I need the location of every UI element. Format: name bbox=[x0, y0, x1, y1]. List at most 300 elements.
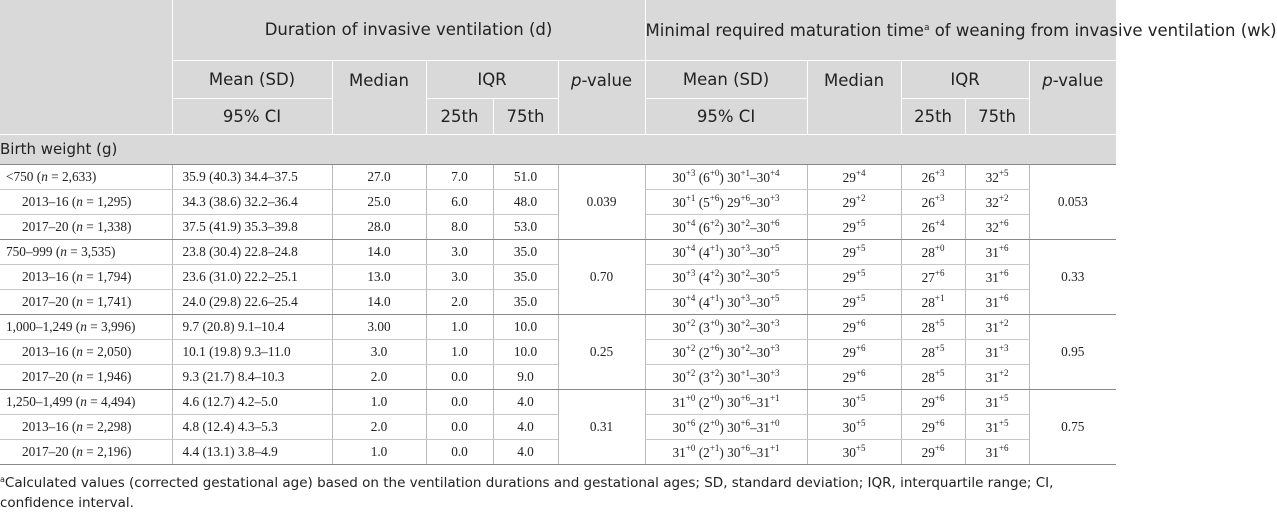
superscript: +6 bbox=[740, 442, 751, 453]
superscript: +2 bbox=[998, 317, 1009, 328]
maturation-iqr-25th bbox=[901, 189, 965, 214]
value-text: 30 bbox=[842, 444, 856, 460]
maturation-iqr-75th bbox=[965, 439, 1029, 464]
table-body bbox=[0, 134, 1116, 464]
superscript: +6 bbox=[709, 342, 720, 353]
row-label-n: n bbox=[76, 293, 83, 309]
superscript: +6 bbox=[855, 342, 866, 353]
value-text: (6 bbox=[695, 169, 710, 185]
duration-iqr-75th: 4.0 bbox=[493, 439, 558, 464]
row-label-text: 2013–16 ( bbox=[22, 343, 77, 359]
row-label bbox=[0, 164, 172, 189]
maturation-median bbox=[807, 289, 901, 314]
row-label-text: 2013–16 ( bbox=[22, 268, 77, 284]
row-label-n: n bbox=[41, 168, 48, 184]
duration-median: 3.0 bbox=[332, 339, 426, 364]
duration-median: 13.0 bbox=[332, 264, 426, 289]
maturation-mean-ci bbox=[645, 214, 807, 239]
duration-iqr-25th: 7.0 bbox=[426, 164, 493, 189]
value-text: 28 bbox=[921, 244, 935, 260]
header-25th: 25th bbox=[426, 98, 493, 134]
value-text: 32 bbox=[985, 169, 999, 185]
duration-mean-ci: 10.1 (19.8) 9.3–11.0 bbox=[172, 339, 332, 364]
superscript: +5 bbox=[769, 267, 780, 278]
maturation-mean-ci bbox=[645, 414, 807, 439]
maturation-iqr-25th bbox=[901, 289, 965, 314]
maturation-iqr-75th bbox=[965, 289, 1029, 314]
value-text: –30 bbox=[750, 269, 770, 285]
maturation-iqr-75th bbox=[965, 364, 1029, 389]
footnote-text: Calculated values (corrected gestational age) based on the ventilation durations and gestational ages; SD, standard deviation; IQR, interquartile range; CI, confidence interval. bbox=[0, 475, 1054, 511]
superscript: +0 bbox=[709, 167, 720, 178]
row-label-n: n bbox=[76, 443, 83, 459]
value-text: ) 30 bbox=[719, 244, 741, 260]
duration-mean-ci: 23.8 (30.4) 22.8–24.8 bbox=[172, 239, 332, 264]
value-text: 31 bbox=[985, 394, 999, 410]
row-label-n: n bbox=[80, 393, 87, 409]
duration-mean-ci: 9.7 (20.8) 9.1–10.4 bbox=[172, 314, 332, 339]
superscript: +6 bbox=[769, 217, 780, 228]
maturation-median bbox=[807, 339, 901, 364]
duration-p-value: 0.25 bbox=[558, 314, 645, 389]
maturation-iqr-25th bbox=[901, 439, 965, 464]
header-median: Median bbox=[332, 60, 426, 134]
duration-median: 28.0 bbox=[332, 214, 426, 239]
value-text: 30 bbox=[672, 294, 686, 310]
maturation-iqr-25th bbox=[901, 314, 965, 339]
duration-median: 1.0 bbox=[332, 389, 426, 414]
superscript: +1 bbox=[769, 442, 780, 453]
duration-mean-ci: 24.0 (29.8) 22.6–25.4 bbox=[172, 289, 332, 314]
superscript: +5 bbox=[855, 442, 866, 453]
maturation-mean-ci bbox=[645, 239, 807, 264]
superscript: +2 bbox=[998, 367, 1009, 378]
duration-iqr-25th: 8.0 bbox=[426, 214, 493, 239]
maturation-median bbox=[807, 214, 901, 239]
maturation-median bbox=[807, 439, 901, 464]
superscript: +6 bbox=[934, 267, 945, 278]
duration-iqr-25th: 0.0 bbox=[426, 414, 493, 439]
maturation-iqr-25th bbox=[901, 364, 965, 389]
header-ci: 95% CI bbox=[172, 98, 332, 134]
superscript: +2 bbox=[709, 217, 720, 228]
value-text: 30 bbox=[672, 319, 686, 335]
duration-iqr-25th: 1.0 bbox=[426, 339, 493, 364]
maturation-mean-ci bbox=[645, 189, 807, 214]
superscript: +6 bbox=[998, 242, 1009, 253]
maturation-mean-ci bbox=[645, 264, 807, 289]
superscript: +6 bbox=[934, 442, 945, 453]
value-text: 31 bbox=[985, 444, 999, 460]
duration-iqr-25th: 0.0 bbox=[426, 439, 493, 464]
maturation-iqr-75th bbox=[965, 314, 1029, 339]
maturation-median bbox=[807, 414, 901, 439]
row-label-text: <750 ( bbox=[6, 168, 42, 184]
value-text: 26 bbox=[921, 169, 935, 185]
value-text: 29 bbox=[842, 219, 856, 235]
duration-median: 2.0 bbox=[332, 364, 426, 389]
value-text: 31 bbox=[985, 269, 999, 285]
footnote-sup: a bbox=[0, 475, 5, 484]
row-label-n: n bbox=[76, 193, 83, 209]
row-label-text: 2017–20 ( bbox=[22, 368, 77, 384]
value-text: ) 30 bbox=[719, 444, 741, 460]
maturation-iqr-75th bbox=[965, 264, 1029, 289]
superscript: +6 bbox=[934, 417, 945, 428]
value-text: 32 bbox=[985, 219, 999, 235]
maturation-median bbox=[807, 314, 901, 339]
row-label-count: = 2,196) bbox=[82, 443, 132, 459]
maturation-median bbox=[807, 389, 901, 414]
value-text: ) 30 bbox=[719, 294, 741, 310]
maturation-iqr-75th bbox=[965, 414, 1029, 439]
value-text: 30 bbox=[672, 269, 686, 285]
duration-mean-ci: 4.6 (12.7) 4.2–5.0 bbox=[172, 389, 332, 414]
value-text: ) 30 bbox=[719, 394, 741, 410]
header-75th: 75th bbox=[493, 98, 558, 134]
superscript: +3 bbox=[934, 167, 945, 178]
value-text: (6 bbox=[695, 219, 710, 235]
value-text: (5 bbox=[695, 194, 710, 210]
duration-iqr-25th: 0.0 bbox=[426, 389, 493, 414]
row-label bbox=[0, 389, 172, 414]
row-label bbox=[0, 339, 172, 364]
header-iqr: IQR bbox=[426, 60, 558, 98]
duration-iqr-75th: 35.0 bbox=[493, 264, 558, 289]
superscript: +2 bbox=[685, 317, 696, 328]
header-p-italic-2: p bbox=[1042, 70, 1053, 90]
value-text: –31 bbox=[750, 444, 770, 460]
maturation-median bbox=[807, 264, 901, 289]
superscript: +6 bbox=[740, 392, 751, 403]
value-text: ) 30 bbox=[719, 319, 741, 335]
maturation-mean-ci bbox=[645, 364, 807, 389]
maturation-iqr-75th bbox=[965, 239, 1029, 264]
header-75th-2: 75th bbox=[965, 98, 1029, 134]
duration-iqr-75th: 48.0 bbox=[493, 189, 558, 214]
header-median-2: Median bbox=[807, 60, 901, 134]
row-label bbox=[0, 189, 172, 214]
superscript: +5 bbox=[769, 242, 780, 253]
duration-median: 27.0 bbox=[332, 164, 426, 189]
duration-median: 14.0 bbox=[332, 239, 426, 264]
maturation-p-value: 0.75 bbox=[1029, 389, 1116, 464]
superscript: +6 bbox=[998, 292, 1009, 303]
row-label-n: n bbox=[80, 318, 87, 334]
value-text: 29 bbox=[842, 294, 856, 310]
value-text: 30 bbox=[672, 244, 686, 260]
value-text: 31 bbox=[672, 444, 686, 460]
maturation-iqr-25th bbox=[901, 414, 965, 439]
value-text: 29 bbox=[842, 319, 856, 335]
row-label-count: = 1,295) bbox=[82, 193, 132, 209]
header-maturation-text: Minimal required maturation time bbox=[645, 21, 924, 41]
maturation-iqr-25th bbox=[901, 239, 965, 264]
header-p-italic: p bbox=[570, 70, 582, 90]
value-text: 30 bbox=[672, 344, 686, 360]
duration-mean-ci: 34.3 (38.6) 32.2–36.4 bbox=[172, 189, 332, 214]
superscript: +6 bbox=[998, 217, 1009, 228]
value-text: (2 bbox=[695, 444, 710, 460]
superscript: +4 bbox=[685, 292, 696, 303]
row-label-text: 2013–16 ( bbox=[22, 193, 77, 209]
superscript: +6 bbox=[685, 417, 696, 428]
maturation-iqr-25th bbox=[901, 264, 965, 289]
value-text: –30 bbox=[750, 169, 770, 185]
superscript: +0 bbox=[685, 392, 696, 403]
superscript: +5 bbox=[934, 317, 945, 328]
duration-iqr-25th: 3.0 bbox=[426, 264, 493, 289]
footnote bbox=[0, 470, 1112, 513]
header-p-value-2 bbox=[1029, 60, 1116, 134]
superscript: +2 bbox=[998, 192, 1009, 203]
row-label bbox=[0, 414, 172, 439]
superscript: +0 bbox=[769, 417, 780, 428]
value-text: 31 bbox=[985, 244, 999, 260]
maturation-mean-ci bbox=[645, 389, 807, 414]
maturation-p-value: 0.053 bbox=[1029, 164, 1116, 239]
value-text: 30 bbox=[672, 169, 686, 185]
maturation-iqr-25th bbox=[901, 389, 965, 414]
value-text: 29 bbox=[921, 394, 935, 410]
value-text: 29 bbox=[842, 344, 856, 360]
superscript: +2 bbox=[709, 267, 720, 278]
superscript: +3 bbox=[740, 292, 751, 303]
maturation-median bbox=[807, 239, 901, 264]
superscript: +3 bbox=[769, 367, 780, 378]
value-text: 30 bbox=[672, 419, 686, 435]
value-text: (4 bbox=[695, 269, 710, 285]
row-label-count: = 3,535) bbox=[66, 243, 116, 259]
header-p-rest: -value bbox=[581, 70, 633, 90]
value-text: 29 bbox=[921, 444, 935, 460]
row-label-text: 750–999 ( bbox=[6, 243, 61, 259]
value-text: ) 30 bbox=[719, 369, 741, 385]
maturation-median bbox=[807, 189, 901, 214]
maturation-mean-ci bbox=[645, 164, 807, 189]
row-label bbox=[0, 314, 172, 339]
superscript: +2 bbox=[855, 192, 866, 203]
header-corner bbox=[0, 0, 172, 134]
value-text: –30 bbox=[750, 244, 770, 260]
value-text: –30 bbox=[750, 369, 770, 385]
value-text: 26 bbox=[921, 219, 935, 235]
row-label-n: n bbox=[76, 368, 83, 384]
duration-median: 14.0 bbox=[332, 289, 426, 314]
value-text: 28 bbox=[921, 369, 935, 385]
value-text: 28 bbox=[921, 344, 935, 360]
superscript: +6 bbox=[740, 192, 751, 203]
row-label bbox=[0, 439, 172, 464]
row-label-count: = 1,741) bbox=[82, 293, 132, 309]
value-text: –31 bbox=[750, 394, 770, 410]
maturation-iqr-75th bbox=[965, 189, 1029, 214]
header-duration-group: Duration of invasive ventilation (d) bbox=[172, 0, 645, 60]
row-label bbox=[0, 289, 172, 314]
value-text: 30 bbox=[672, 194, 686, 210]
header-p-value bbox=[558, 60, 645, 134]
value-text: (2 bbox=[695, 394, 710, 410]
duration-median: 3.00 bbox=[332, 314, 426, 339]
superscript: +0 bbox=[709, 417, 720, 428]
duration-mean-ci: 37.5 (41.9) 35.3–39.8 bbox=[172, 214, 332, 239]
maturation-mean-ci bbox=[645, 289, 807, 314]
superscript: +0 bbox=[934, 242, 945, 253]
maturation-iqr-25th bbox=[901, 164, 965, 189]
duration-mean-ci: 35.9 (40.3) 34.4–37.5 bbox=[172, 164, 332, 189]
superscript: +1 bbox=[709, 242, 720, 253]
row-label-n: n bbox=[76, 218, 83, 234]
duration-mean-ci: 4.8 (12.4) 4.3–5.3 bbox=[172, 414, 332, 439]
value-text: 31 bbox=[985, 344, 999, 360]
value-text: 31 bbox=[985, 294, 999, 310]
duration-iqr-75th: 10.0 bbox=[493, 314, 558, 339]
section-birth-weight: Birth weight (g) bbox=[0, 134, 1116, 164]
duration-median: 25.0 bbox=[332, 189, 426, 214]
header-mean-sd-2: Mean (SD) bbox=[645, 60, 807, 98]
value-text: –30 bbox=[750, 344, 770, 360]
row-label-count: = 4,494) bbox=[86, 393, 136, 409]
superscript: +5 bbox=[998, 167, 1009, 178]
duration-iqr-75th: 4.0 bbox=[493, 389, 558, 414]
maturation-iqr-75th bbox=[965, 339, 1029, 364]
row-label-text: 2017–20 ( bbox=[22, 218, 77, 234]
header-mean-sd: Mean (SD) bbox=[172, 60, 332, 98]
value-text: 26 bbox=[921, 194, 935, 210]
value-text: 27 bbox=[921, 269, 935, 285]
duration-median: 2.0 bbox=[332, 414, 426, 439]
duration-iqr-75th: 10.0 bbox=[493, 339, 558, 364]
duration-mean-ci: 4.4 (13.1) 3.8–4.9 bbox=[172, 439, 332, 464]
duration-median: 1.0 bbox=[332, 439, 426, 464]
maturation-median bbox=[807, 164, 901, 189]
duration-iqr-75th: 9.0 bbox=[493, 364, 558, 389]
row-label-text: 2017–20 ( bbox=[22, 443, 77, 459]
value-text: 31 bbox=[985, 419, 999, 435]
value-text: 30 bbox=[842, 394, 856, 410]
maturation-p-value: 0.95 bbox=[1029, 314, 1116, 389]
row-label-count: = 1,338) bbox=[82, 218, 132, 234]
superscript: +4 bbox=[685, 217, 696, 228]
value-text: 29 bbox=[842, 244, 856, 260]
superscript: +6 bbox=[998, 442, 1009, 453]
value-text: (2 bbox=[695, 419, 710, 435]
row-label bbox=[0, 214, 172, 239]
superscript: +2 bbox=[740, 267, 751, 278]
header-iqr-2: IQR bbox=[901, 60, 1029, 98]
maturation-mean-ci bbox=[645, 314, 807, 339]
maturation-iqr-75th bbox=[965, 214, 1029, 239]
value-text: 31 bbox=[985, 369, 999, 385]
superscript: +4 bbox=[685, 242, 696, 253]
value-text: ) 30 bbox=[719, 344, 741, 360]
value-text: –31 bbox=[750, 419, 770, 435]
value-text: 28 bbox=[921, 294, 935, 310]
value-text: 30 bbox=[842, 419, 856, 435]
duration-p-value: 0.70 bbox=[558, 239, 645, 314]
value-text: (3 bbox=[695, 369, 710, 385]
maturation-p-value: 0.33 bbox=[1029, 239, 1116, 314]
row-label-n: n bbox=[76, 418, 83, 434]
value-text: 32 bbox=[985, 194, 999, 210]
table-row bbox=[0, 239, 1116, 264]
superscript: +5 bbox=[855, 392, 866, 403]
superscript: +1 bbox=[740, 167, 751, 178]
maturation-mean-ci bbox=[645, 339, 807, 364]
row-label-count: = 3,996) bbox=[86, 318, 136, 334]
maturation-iqr-25th bbox=[901, 339, 965, 364]
value-text: 30 bbox=[672, 369, 686, 385]
value-text: 31 bbox=[672, 394, 686, 410]
value-text: ) 30 bbox=[719, 269, 741, 285]
superscript: +2 bbox=[685, 367, 696, 378]
value-text: 30 bbox=[672, 219, 686, 235]
row-label-n: n bbox=[76, 268, 83, 284]
superscript: +3 bbox=[685, 267, 696, 278]
duration-iqr-25th: 0.0 bbox=[426, 364, 493, 389]
superscript: +5 bbox=[855, 242, 866, 253]
duration-iqr-25th: 1.0 bbox=[426, 314, 493, 339]
duration-p-value: 0.039 bbox=[558, 164, 645, 239]
row-label-count: = 2,633) bbox=[47, 168, 97, 184]
superscript: +0 bbox=[685, 442, 696, 453]
value-text: 29 bbox=[921, 419, 935, 435]
row-label-text: 2017–20 ( bbox=[22, 293, 77, 309]
superscript: +5 bbox=[855, 267, 866, 278]
header-25th-2: 25th bbox=[901, 98, 965, 134]
duration-iqr-75th: 51.0 bbox=[493, 164, 558, 189]
value-text: 29 bbox=[842, 369, 856, 385]
duration-mean-ci: 23.6 (31.0) 22.2–25.1 bbox=[172, 264, 332, 289]
row-label-text: 1,250–1,499 ( bbox=[6, 393, 81, 409]
superscript: +2 bbox=[740, 317, 751, 328]
superscript: +5 bbox=[998, 392, 1009, 403]
row-label-count: = 2,050) bbox=[82, 343, 132, 359]
superscript: +2 bbox=[685, 342, 696, 353]
value-text: ) 29 bbox=[719, 194, 741, 210]
row-label-count: = 1,794) bbox=[82, 268, 132, 284]
row-label-n: n bbox=[76, 343, 83, 359]
superscript: +6 bbox=[709, 192, 720, 203]
superscript: +3 bbox=[685, 167, 696, 178]
superscript: +5 bbox=[855, 417, 866, 428]
row-label-count: = 1,946) bbox=[82, 368, 132, 384]
value-text: ) 30 bbox=[719, 419, 741, 435]
duration-iqr-75th: 35.0 bbox=[493, 239, 558, 264]
superscript: +4 bbox=[934, 217, 945, 228]
value-text: (2 bbox=[695, 344, 710, 360]
duration-mean-ci: 9.3 (21.7) 8.4–10.3 bbox=[172, 364, 332, 389]
row-label-text: 1,000–1,249 ( bbox=[6, 318, 81, 334]
superscript: +5 bbox=[855, 292, 866, 303]
superscript: +2 bbox=[740, 217, 751, 228]
row-label bbox=[0, 264, 172, 289]
superscript: +6 bbox=[855, 317, 866, 328]
duration-iqr-25th: 2.0 bbox=[426, 289, 493, 314]
superscript: +6 bbox=[740, 417, 751, 428]
superscript: +0 bbox=[709, 392, 720, 403]
superscript: +5 bbox=[934, 342, 945, 353]
superscript: +5 bbox=[855, 217, 866, 228]
value-text: 29 bbox=[842, 194, 856, 210]
superscript: +3 bbox=[769, 192, 780, 203]
row-label-count: = 2,298) bbox=[82, 418, 132, 434]
table-row bbox=[0, 389, 1116, 414]
superscript: +0 bbox=[709, 317, 720, 328]
superscript: +5 bbox=[934, 367, 945, 378]
value-text: ) 30 bbox=[719, 219, 741, 235]
superscript: +2 bbox=[709, 367, 720, 378]
